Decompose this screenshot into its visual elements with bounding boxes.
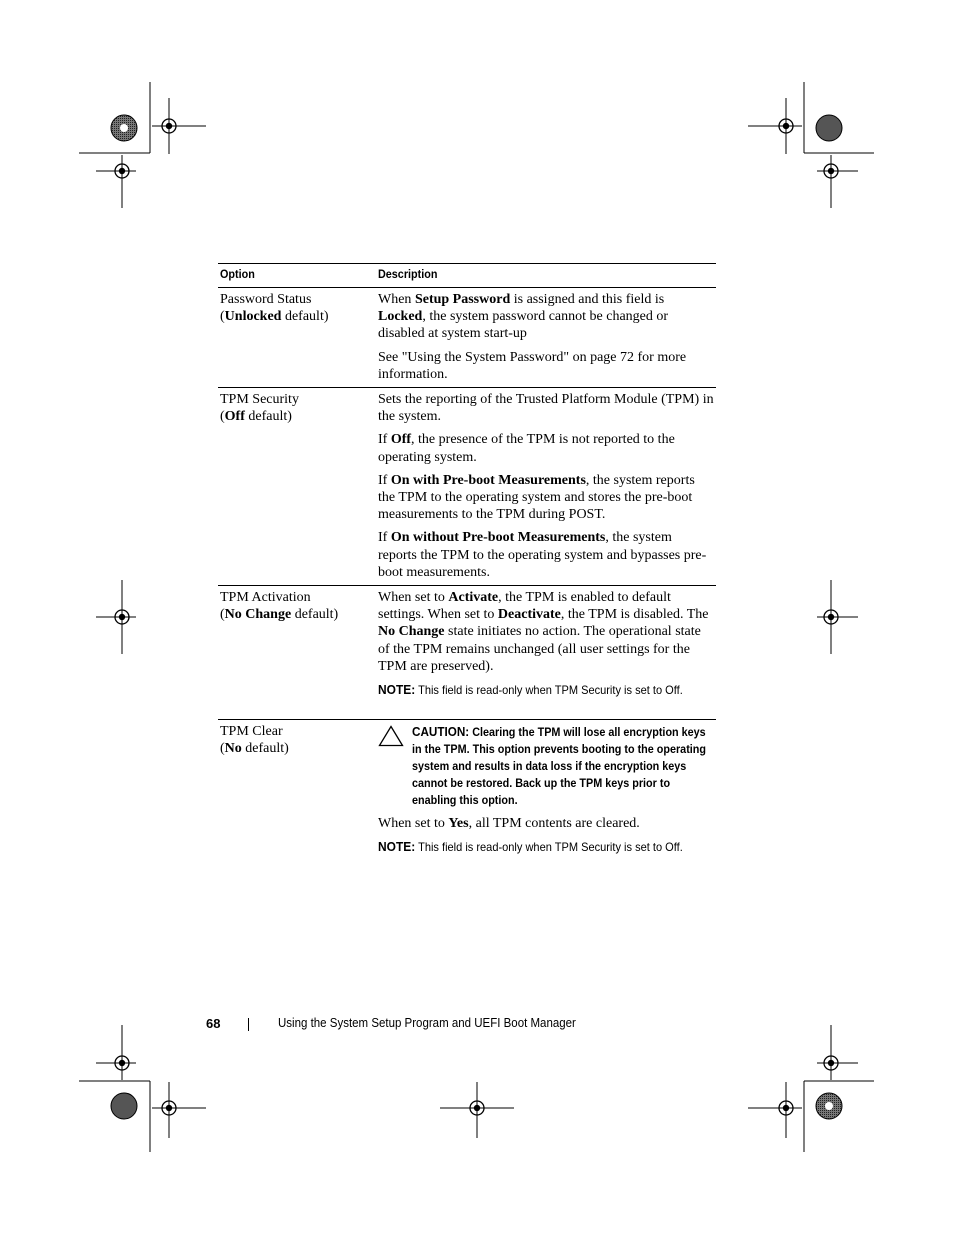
table-row [218, 720, 716, 880]
note-text: NOTE: This field is read-only when TPM Security is set to Off. [378, 839, 683, 855]
option-default: (Off default) [220, 409, 292, 424]
crop-mark-icon [804, 82, 874, 153]
caution-triangle-icon [378, 725, 404, 747]
description-text: If Off, the presence of the TPM is not reported to the operating system. [378, 432, 675, 465]
registration-target-icon [748, 98, 802, 154]
table-header [218, 263, 716, 288]
color-wheel-icon [816, 1093, 842, 1119]
option-name: TPM Activation [220, 590, 311, 605]
registration-target-icon [817, 580, 858, 654]
page-footer [0, 1016, 954, 1036]
registration-target-icon [96, 155, 136, 208]
color-wheel-icon [111, 1093, 137, 1119]
footer-divider [248, 1018, 249, 1031]
crop-mark-icon [79, 1081, 150, 1152]
header-option: Option [220, 267, 255, 281]
table-row [218, 388, 716, 586]
caution-text: CAUTION: Clearing the TPM will lose all encryption keys in the TPM. This option prevents booting to the operating system and results in data loss if the encryption keys cannot be restored. Back up the TPM keys prior to enabling this option. [412, 724, 706, 807]
option-default: (Unlocked default) [220, 309, 329, 324]
description-text: See "Using the System Password" on page 72 for more information. [378, 349, 687, 382]
registration-target-icon [748, 1082, 802, 1138]
description-text: Sets the reporting of the Trusted Platform Module (TPM) in the system. [378, 392, 714, 425]
description-cell [378, 291, 714, 389]
description-cell [378, 723, 714, 856]
description-text: When set to Activate, the TPM is enabled to default settings. When set to Deactivate, the TPM is disabled. The No Change state initiates no action. The operational state of the TPM remains unchanged (all user settings for the TPM are preserved). [378, 590, 709, 674]
option-cell [220, 391, 370, 425]
description-text: When Setup Password is assigned and this field is Locked, the system password cannot be changed or disabled at system start-up [378, 292, 669, 342]
table-row [218, 288, 716, 388]
option-default: (No default) [220, 741, 289, 756]
registration-target-icon [440, 1082, 514, 1138]
option-default: (No Change default) [220, 607, 339, 622]
options-table [218, 263, 716, 880]
color-wheel-icon [816, 115, 842, 141]
option-cell [220, 589, 370, 623]
description-text: If On with Pre-boot Measurements, the system reports the TPM to the operating system and stores the pre-boot measurements to the TPM during POST. [378, 472, 695, 523]
caution-block [378, 723, 714, 809]
registration-target-icon [96, 580, 136, 654]
header-description: Description [378, 267, 438, 281]
chapter-title: Using the System Setup Program and UEFI Boot Manager [278, 1016, 576, 1030]
page-number: 68 [206, 1016, 221, 1031]
table-row [218, 586, 716, 720]
crop-mark-icon [79, 82, 150, 153]
crop-mark-icon [804, 1081, 874, 1152]
option-cell [220, 723, 370, 757]
registration-target-icon [152, 98, 206, 154]
description-cell [378, 391, 714, 587]
option-name: TPM Security [220, 392, 299, 407]
option-name: TPM Clear [220, 724, 283, 739]
option-name: Password Status [220, 292, 312, 307]
registration-target-icon [152, 1082, 206, 1138]
description-cell [378, 589, 714, 699]
description-text: If On without Pre-boot Measurements, the system reports the TPM to the operating system and bypasses pre-boot measurements. [378, 530, 707, 580]
description-text: When set to Yes, all TPM contents are cleared. [378, 816, 640, 831]
registration-target-icon [817, 155, 858, 208]
note-text: NOTE: This field is read-only when TPM Security is set to Off. [378, 682, 683, 698]
option-cell [220, 291, 370, 325]
color-wheel-icon [111, 115, 137, 141]
